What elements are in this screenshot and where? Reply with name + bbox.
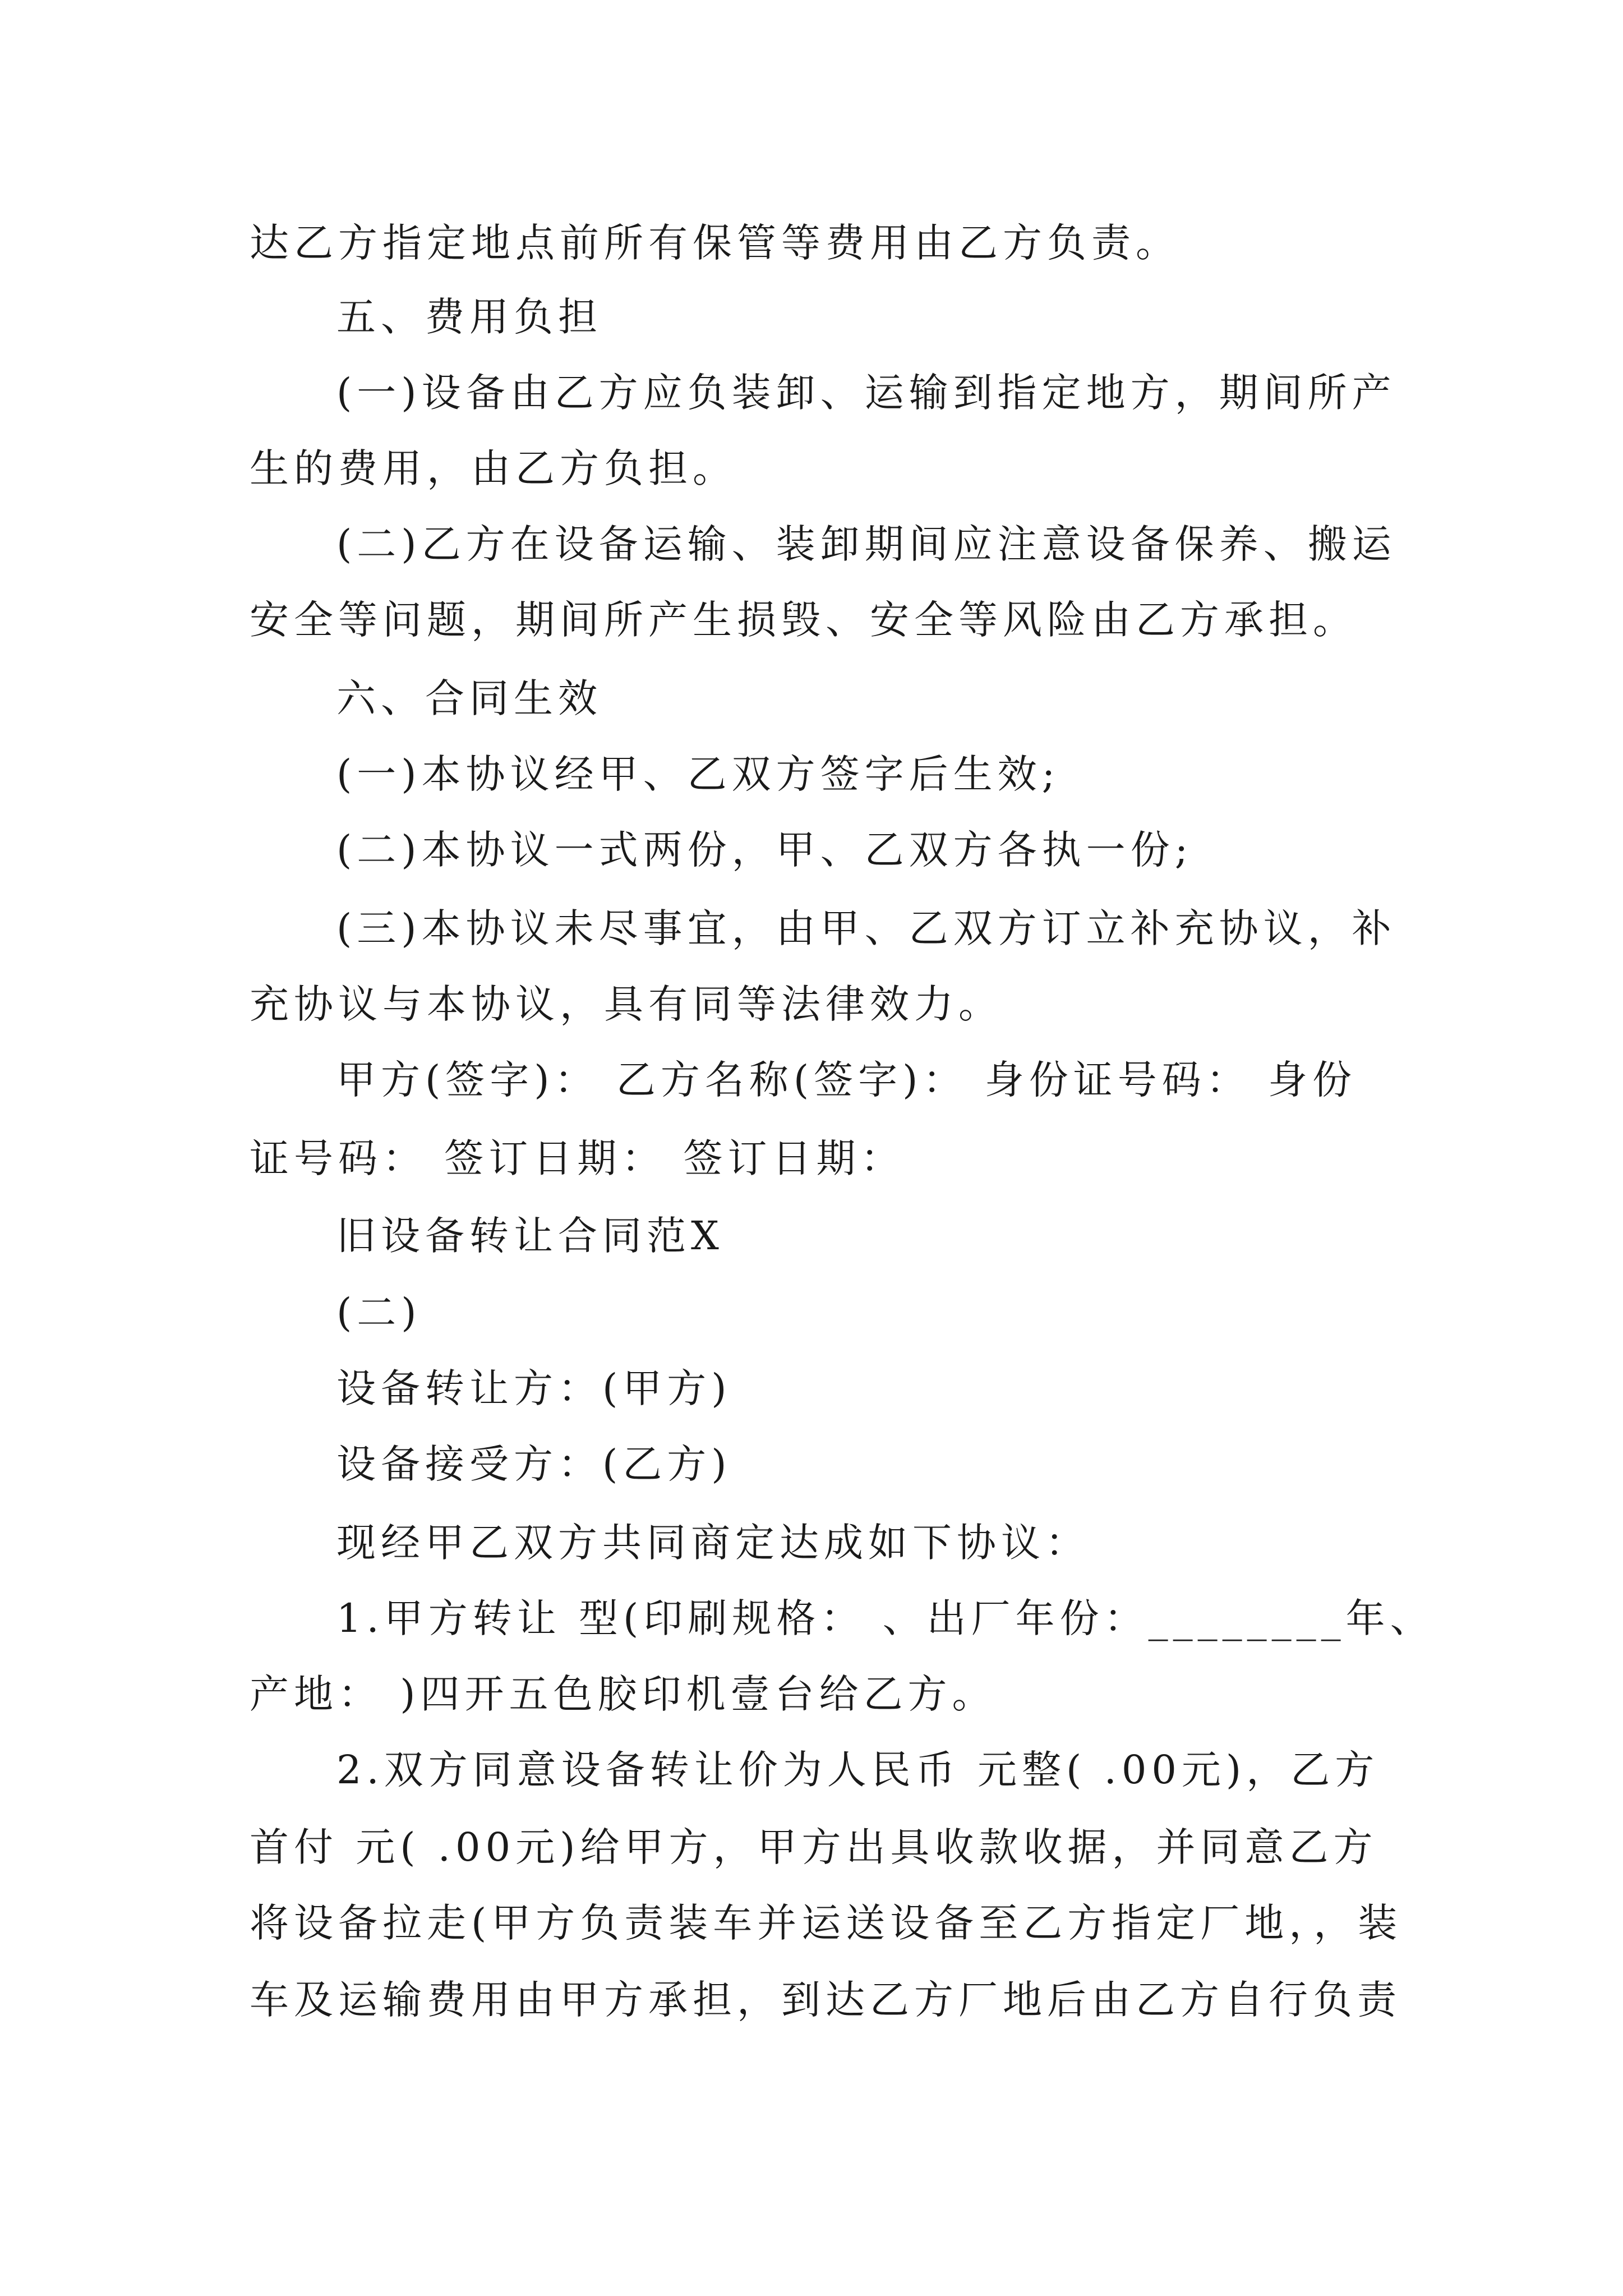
transferor-line: 设备转让方：(甲方) — [336, 1365, 732, 1411]
signature-line: 证号码： 签订日期： 签订日期： — [250, 1135, 905, 1181]
paragraph-line: 生的费用，由乙方负担。 — [250, 445, 737, 491]
document-title: 旧设备转让合同范X — [336, 1213, 724, 1259]
paragraph-line: (二)本协议一式两份，甲、乙双方各执一份; — [336, 827, 1193, 873]
signature-line: 甲方(签字)： 乙方名称(签字)： 身份证号码： 身份 — [336, 1057, 1357, 1103]
paragraph-line: 安全等问题，期间所产生损毁、安全等风险由乙方承担。 — [250, 597, 1357, 643]
clause-line: 2.双方同意设备转让价为人民币 元整( .00元)，乙方 — [336, 1747, 1380, 1793]
document-subtitle: (二) — [336, 1290, 422, 1336]
clause-line: 将设备拉走(甲方负责装车并运送设备至乙方指定厂地，，装 — [250, 1900, 1403, 1946]
clause-line: 1.甲方转让 型(印刷规格： 、出厂年份：________年、 — [336, 1595, 1435, 1641]
transferee-line: 设备接受方：(乙方) — [336, 1441, 732, 1487]
section-heading: 六、合同生效 — [336, 675, 602, 721]
paragraph-line: (三)本协议未尽事宜，由甲、乙双方订立补充协议，补 — [336, 905, 1396, 951]
paragraph-line: 达乙方指定地点前所有保管等费用由乙方负责。 — [250, 220, 1180, 266]
paragraph-line: (一)本协议经甲、乙双方签字后生效; — [336, 751, 1061, 797]
paragraph-line: 充协议与本协议，具有同等法律效力。 — [250, 981, 1003, 1027]
paragraph-line: 现经甲乙双方共同商定达成如下协议： — [336, 1520, 1090, 1566]
paragraph-line: (二)乙方在设备运输、装卸期间应注意设备保养、搬运 — [336, 521, 1396, 567]
clause-line: 首付 元( .00元)给甲方，甲方出具收款收据，并同意乙方 — [250, 1824, 1378, 1870]
clause-line: 产地： )四开五色胶印机壹台给乙方。 — [250, 1671, 997, 1717]
section-heading: 五、费用负担 — [336, 294, 602, 340]
clause-line: 车及运输费用由甲方承担，到达乙方厂地后由乙方自行负责 — [250, 1977, 1401, 2023]
paragraph-line: (一)设备由乙方应负装卸、运输到指定地方，期间所产 — [336, 370, 1396, 416]
